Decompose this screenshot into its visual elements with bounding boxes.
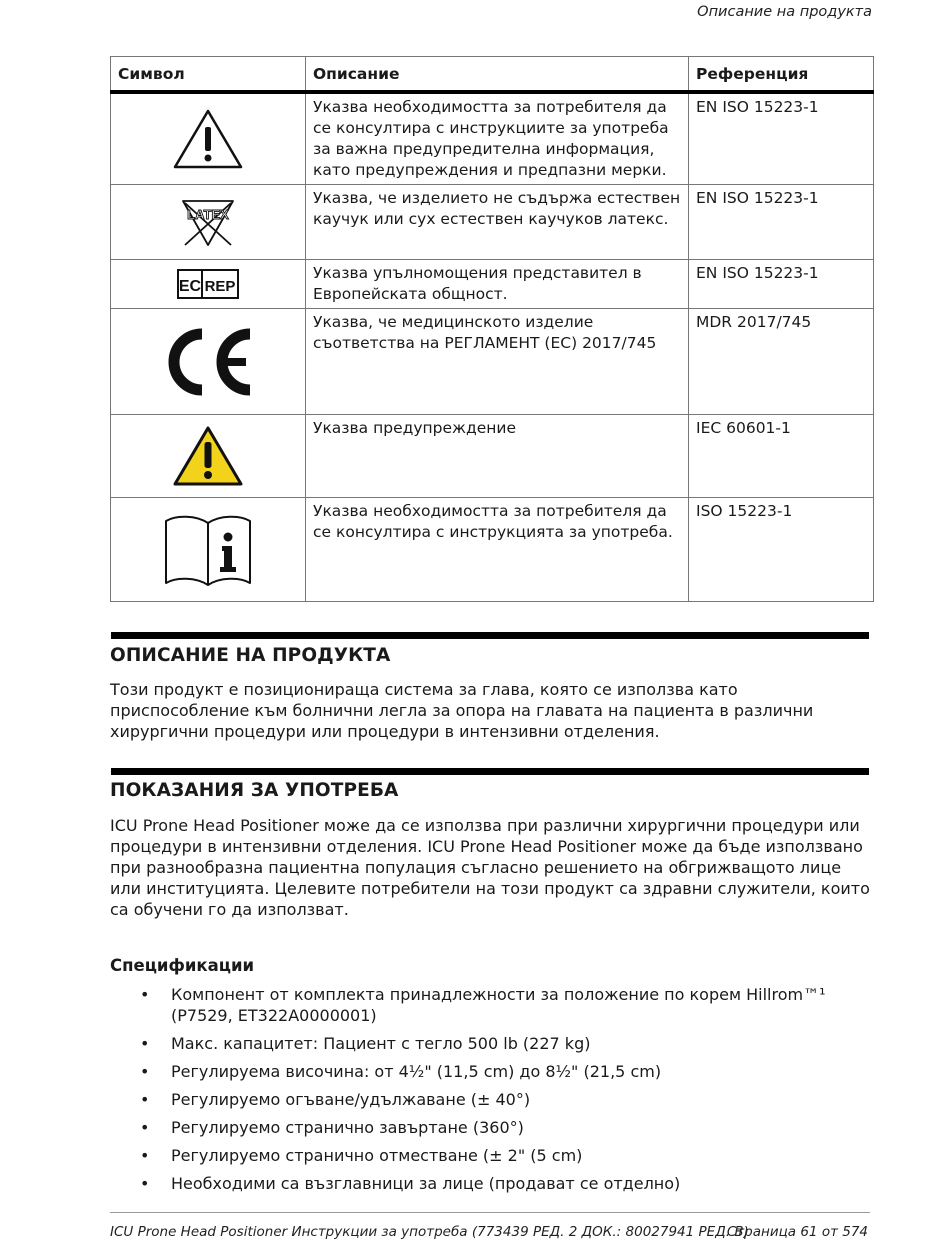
footer-document-title: ICU Prone Head Positioner Инструкции за употреба (773439 РЕД. 2 ДОК.: 80027941 РЕД. B) <box>110 1224 749 1240</box>
bullet: • <box>140 1118 150 1137</box>
spec-text: Регулируема височина: от 4½" (11,5 cm) до 8½" (21,5 cm) <box>171 1062 662 1081</box>
symbol-cell <box>111 185 306 260</box>
footer-page-number: Страница 61 от 574 <box>726 1224 868 1240</box>
list-item <box>110 1117 870 1138</box>
reference-cell: EN ISO 15223-1 <box>689 92 874 185</box>
warning-yellow-triangle-icon <box>172 424 244 488</box>
latex-free-icon <box>177 195 239 249</box>
bullet: • <box>140 1146 150 1165</box>
bullet: • <box>140 1090 150 1109</box>
product-description-heading: ОПИСАНИЕ НА ПРОДУКТА <box>110 645 391 666</box>
table-row <box>111 415 874 498</box>
symbols-table <box>110 56 874 602</box>
table-header-row <box>111 57 874 93</box>
list-item <box>110 1089 870 1110</box>
table-row <box>111 260 874 309</box>
spec-text: Регулируемо странично завъртане (360°) <box>171 1118 524 1137</box>
section-divider <box>111 768 869 775</box>
spec-text: Регулируемо странично отместване (± 2" (5 cm) <box>171 1146 583 1165</box>
ec-rep-icon <box>176 268 240 300</box>
spec-text: Регулируемо огъване/удължаване (± 40°) <box>171 1090 531 1109</box>
column-header-description: Описание <box>306 57 689 93</box>
description-cell: Указва необходимостта за потребителя да се консултира с инструкцията за употреба. <box>306 498 689 602</box>
description-cell: Указва предупреждение <box>306 415 689 498</box>
spec-text: Необходими са възглавници за лице (продават се отделно) <box>171 1174 681 1193</box>
table-row <box>111 92 874 185</box>
symbol-cell <box>111 498 306 602</box>
ec-symbol-text: EC <box>178 278 202 295</box>
list-item <box>110 1173 870 1194</box>
indications-text: ICU Prone Head Positioner може да се използва при различни хирургични процедури или процедури в интензивни отделения. ICU Prone Head Positioner може да бъде използвано при разнообразна пациентна популация съгласно решението на обгрижващото лице или институцията. Целевите потребители на този продукт са здравни служители, които са обучени го да използват. <box>110 816 870 919</box>
symbol-cell <box>111 260 306 309</box>
bullet: • <box>140 1034 150 1053</box>
reference-cell: EN ISO 15223-1 <box>689 260 874 309</box>
list-item <box>110 1033 870 1054</box>
table-row <box>111 498 874 602</box>
specifications-list <box>110 984 870 1201</box>
column-header-symbol: Символ <box>111 57 306 93</box>
bullet: • <box>140 1062 150 1081</box>
description-cell: Указва упълномощения представител в Европейската общност. <box>306 260 689 309</box>
reference-cell: IEC 60601-1 <box>689 415 874 498</box>
bullet: • <box>140 985 150 1004</box>
latex-symbol-text: LATEX <box>187 207 229 222</box>
rep-symbol-text: REP <box>204 278 236 295</box>
column-header-reference: Референция <box>689 57 874 93</box>
ce-mark-icon <box>160 328 256 396</box>
footer-divider <box>110 1212 870 1213</box>
indications-heading: ПОКАЗАНИЯ ЗА УПОТРЕБА <box>110 780 399 801</box>
symbol-cell <box>111 309 306 415</box>
specifications-heading: Спецификации <box>110 956 255 975</box>
table-row <box>111 185 874 260</box>
reference-cell: ISO 15223-1 <box>689 498 874 602</box>
reference-cell: MDR 2017/745 <box>689 309 874 415</box>
list-item <box>110 984 870 1026</box>
list-item <box>110 1061 870 1082</box>
spec-text: Компонент от комплекта принадлежности за положение по корем Hillrom™¹ (P7529, ET322A0000001) <box>171 985 826 1025</box>
list-item <box>110 1145 870 1166</box>
spec-text: Макс. капацитет: Пациент с тегло 500 lb (227 kg) <box>171 1034 591 1053</box>
consult-instructions-book-icon <box>162 513 254 587</box>
bullet: • <box>140 1174 150 1193</box>
symbol-cell <box>111 415 306 498</box>
caution-triangle-icon <box>172 107 244 171</box>
reference-cell: EN ISO 15223-1 <box>689 185 874 260</box>
symbol-cell <box>111 92 306 185</box>
description-cell: Указва необходимостта за потребителя да се консултира с инструкциите за употреба за важна предупредителна информация, като предупреждения и предпазни мерки. <box>306 92 689 185</box>
section-divider <box>111 632 869 639</box>
running-header: Описание на продукта <box>697 4 872 20</box>
table-row <box>111 309 874 415</box>
description-cell: Указва, че изделието не съдържа естествен каучук или сух естествен каучуков латекс. <box>306 185 689 260</box>
product-description-text: Този продукт е позиционираща система за глава, която се използва като приспособление към болнични легла за опора на главата на пациента в различни хирургични процедури или процедури в интензивни отделения. <box>110 680 814 741</box>
description-cell: Указва, че медицинското изделие съответства на РЕГЛАМЕНТ (ЕС) 2017/745 <box>306 309 689 415</box>
